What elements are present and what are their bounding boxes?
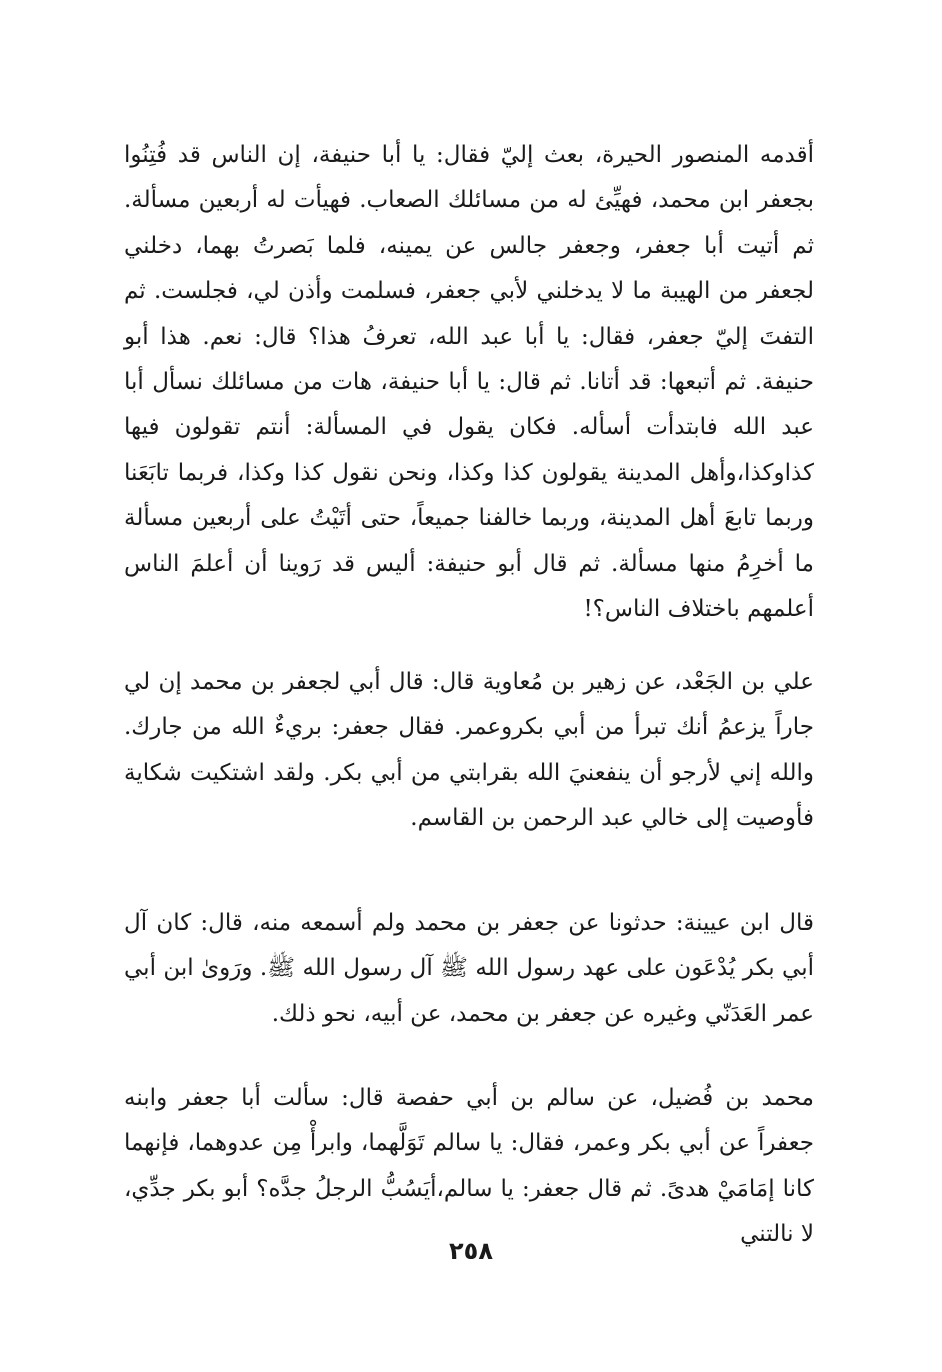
paragraph-4: محمد بن فُضيل، عن سالم بن أبي حفصة قال: سألت أبا جعفر وابنه جعفراً عن أبي بكر وعمر، فقال: يا سالم تَوَلَّهما، وابرأْ مِن عدوهما، فإنهما كانا إمَامَيْ هدىً. ثم قال جعفر: يا سالم،أيَسُبُّ الرجلُ جدَّه؟ أبو بكر جدِّي، لا نالتني [124,1085,814,1248]
paragraph-1: أقدمه المنصور الحيرة، بعث إليّ فقال: يا أبا حنيفة، إن الناس قد فُتِنُوا بجعفر ابن محمد، فهيِّئ له من مسائلك الصعاب. فهيأت له أربعين مسألة. ثم أتيت أبا جعفر، وجعفر جالس عن يمينه، فلما بَصرتُ بهما، دخلني لجعفر من الهيبة ما لا يدخلني لأبي جعفر، فسلمت وأذن لي، فجلست. ثم التفتَ إليّ جعفر، فقال: يا أبا عبد الله، تعرفُ هذا؟ قال: نعم. هذا أبو حنيفة. ثم أتبعها: قد أتانا. ثم قال: يا أبا حنيفة، هات من مسائلك نسأل أبا عبد الله فابتدأت أسأله. فكان يقول في المسألة: أنتم تقولون فيها كذاوكذا،وأهل المدينة يقولون كذا وكذا، ونحن نقول كذا وكذا، فربما تابَعَنا وربما تابعَ أهل المدينة، وربما خالفنا جميعاً، حتى أتَيْتُ على أربعين مسألة ما أخرِمُ منها مسألة. ثم قال أبو حنيفة: أليس قد رَوينا أن أعلمَ الناس أعلمهم باختلاف الناس؟! [124,142,814,623]
page-number: ٢٥٨ [449,1237,493,1265]
paragraph-2: علي بن الجَعْد، عن زهير بن مُعاوية قال: قال أبي لجعفر بن محمد إن لي جاراً يزعمُ أنك تبرأ من أبي بكروعمر. فقال جعفر: بريءٌ الله من جارك. والله إني لأرجو أن ينفعنيَ الله بقرابتي من أبي بكر. ولقد اشتكيت شكاية فأوصيت إلى خالي عبد الرحمن بن القاسم. [124,669,814,832]
paragraph-3: قال ابن عيينة: حدثونا عن جعفر بن محمد ولم أسمعه منه، قال: كان آل أبي بكر يُدْعَون على عهد رسول الله ﷺ آل رسول الله ﷺ. ورَوىٰ ابن أبي عمر العَدَنّي وغيره عن جعفر بن محمد، عن أبيه، نحو ذلك. [124,910,814,1027]
